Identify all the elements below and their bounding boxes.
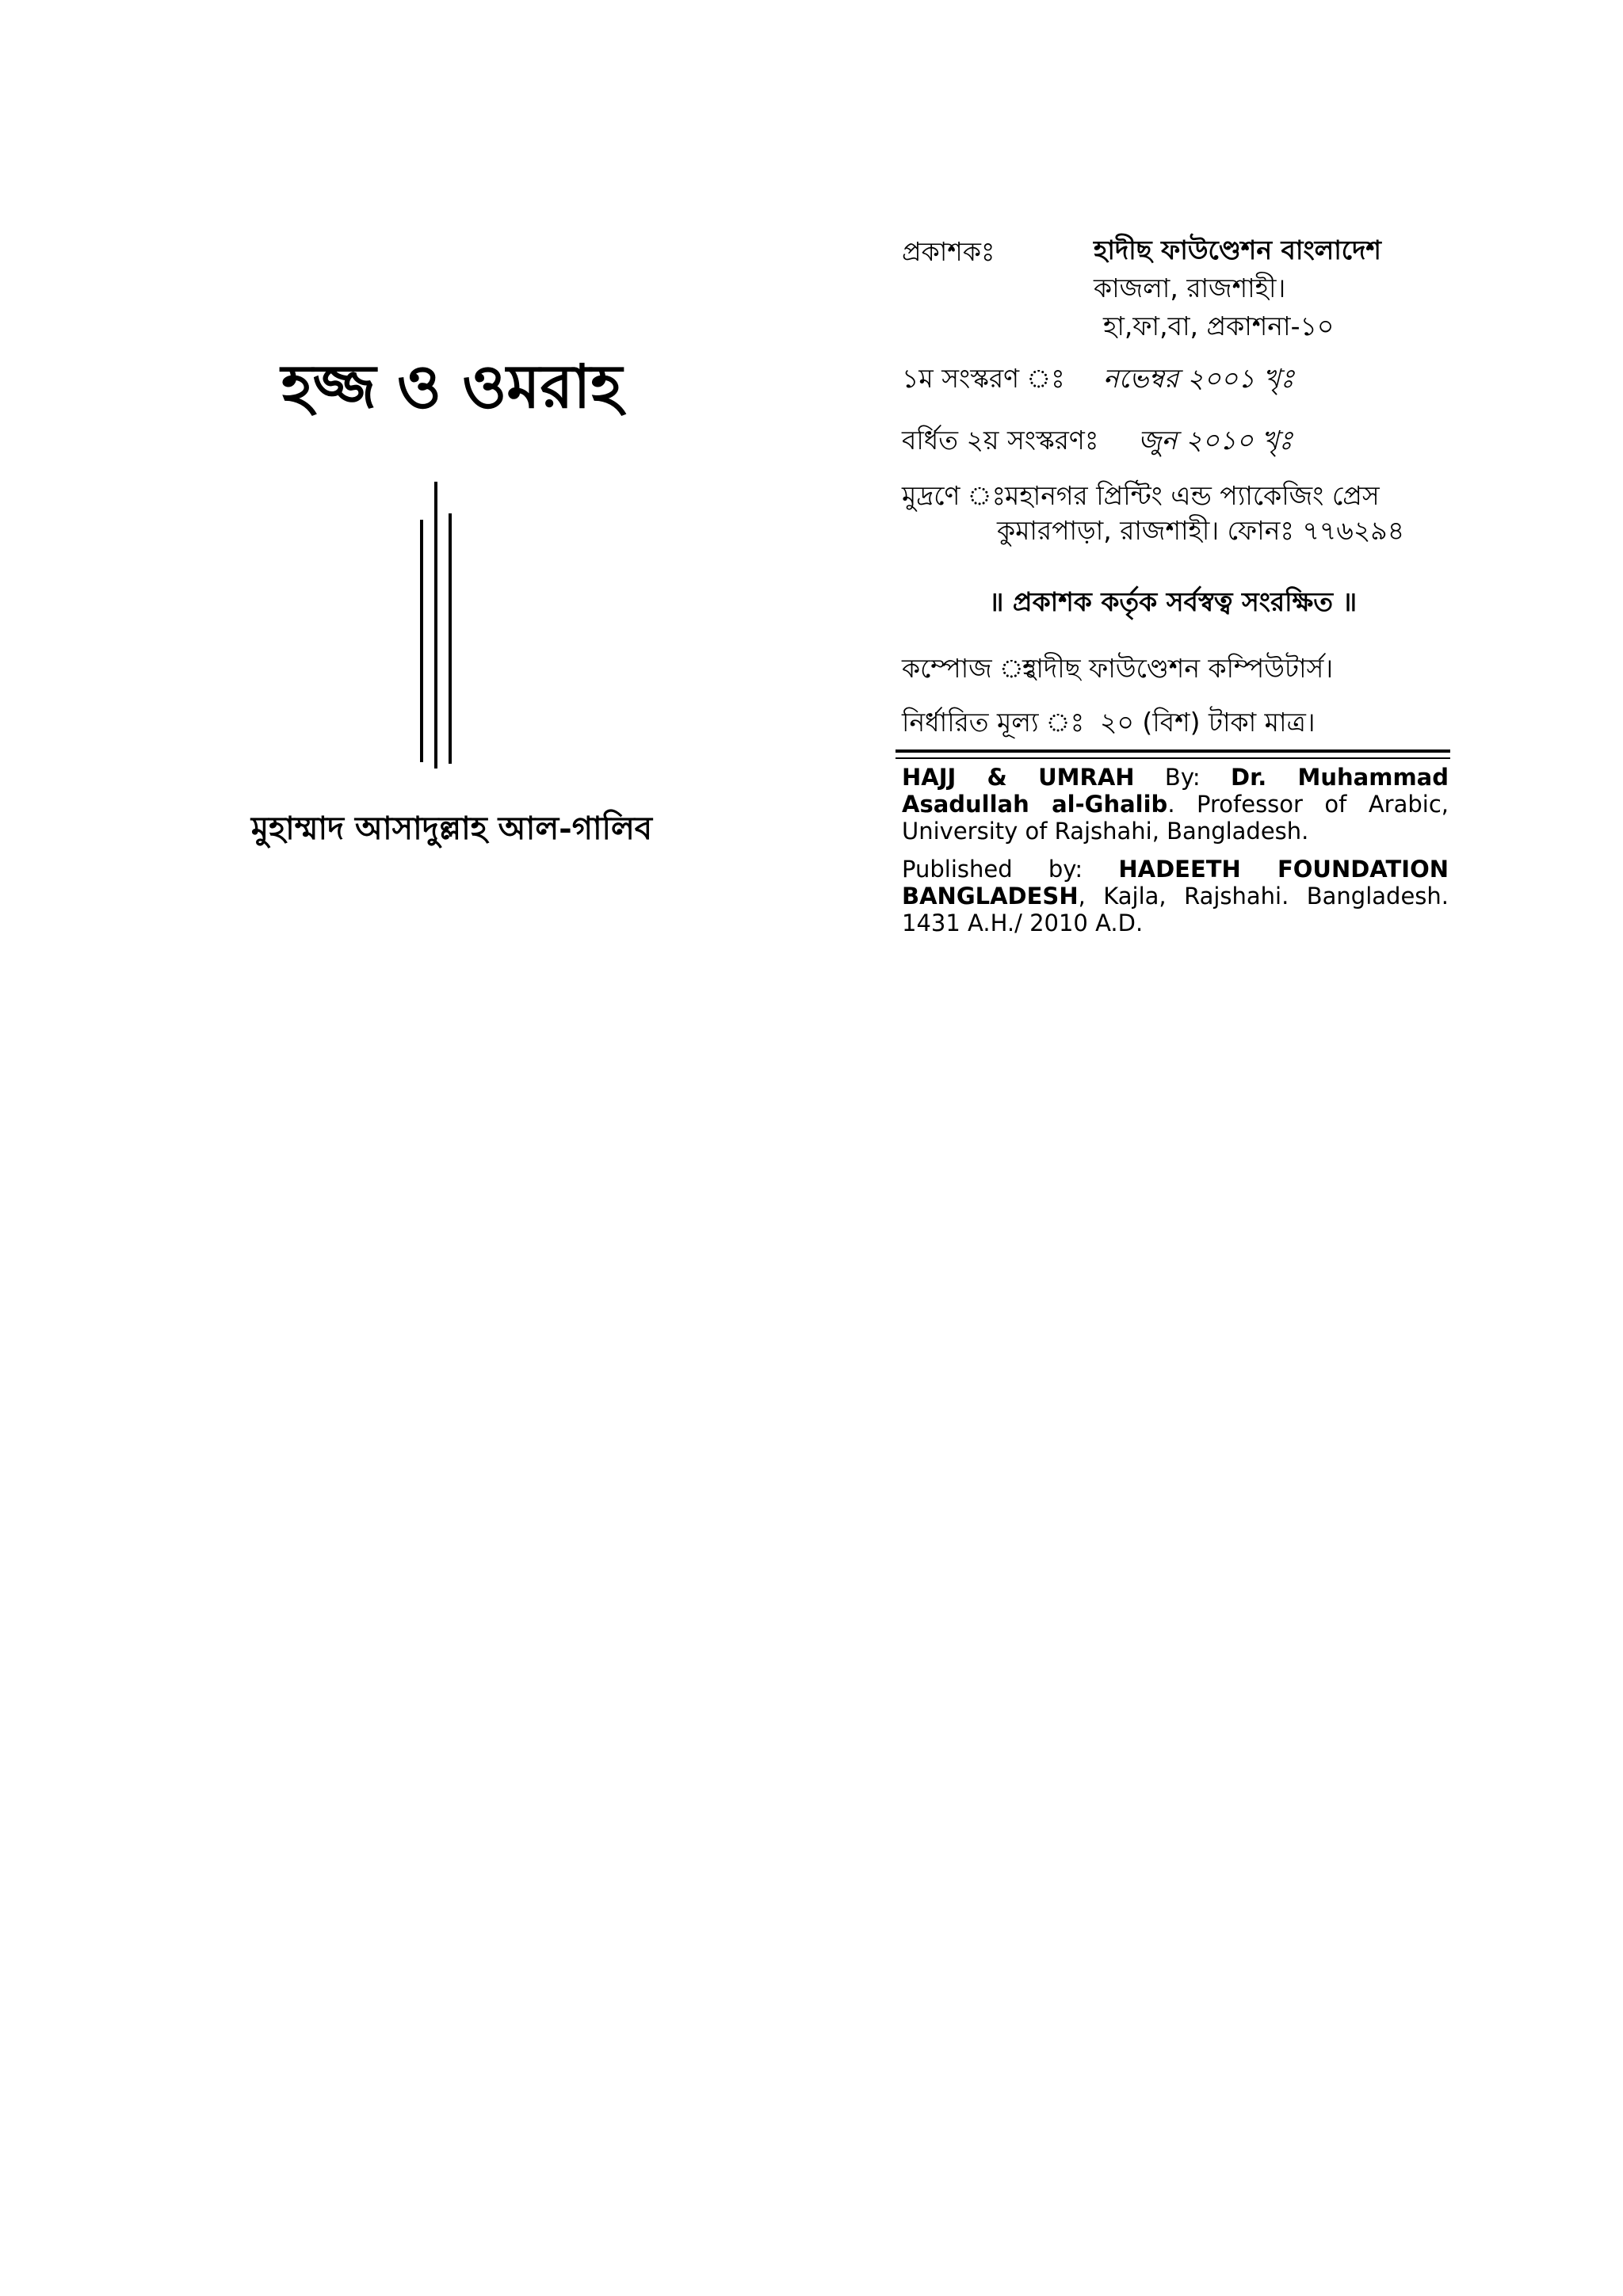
price-value: ২০ (বিশ) টাকা মাত্র। [1100,707,1316,738]
english-published-by-label: Published by: [902,856,1083,883]
vertical-line [449,513,452,764]
english-credit [902,764,1449,845]
decorative-vertical-lines [420,482,475,769]
printing-address: কুমারপাড়া, রাজশাহী। ফোনঃ ৭৭৬২৯৪ [997,515,1405,546]
second-edition-label: বর্ধিত ২য় সংস্করণঃ [902,425,1099,456]
divider-rule-thin [896,757,1450,759]
english-publisher-name: HADEETH FOUNDATION BANGLADESH [902,856,1449,910]
english-title: HAJJ & UMRAH [902,764,1135,791]
vertical-line [420,520,423,762]
divider-rule-thick [896,749,1450,753]
copyright-notice: ॥ প্রকাশক কর্তৃক সর্বস্বত্ব সংরক্ষিত ॥ [988,586,1358,617]
english-publisher [902,856,1449,936]
english-publisher-place: , Kajla, Rajshahi. Bangladesh. [1078,883,1449,910]
publisher-address: কাজলা, রাজশাহী। [1094,273,1286,303]
english-date: 1431 A.H./ 2010 A.D. [902,910,1144,936]
vertical-line [434,482,437,769]
english-by-label: By: [1164,764,1201,791]
second-edition-date: জুন ২০১০ খৃঃ [1138,425,1293,456]
first-edition-date: নভেম্বর ২০০১ খৃঃ [1103,363,1295,394]
publication-number: হা,ফা,বা, প্রকাশনা-১০ [1103,311,1335,341]
first-edition-label: ১ম সংস্করণ ঃ [902,363,1065,394]
compose-value: হাদীছ ফাউণ্ডেশন কম্পিউটার্স। [1022,653,1334,684]
english-author-description: . Professor of Arabic, University of Rajshahi, Bangladesh. [902,791,1449,845]
author-name: মুহাম্মাদ আসাদুল্লাহ আল-গালিব [250,810,653,847]
price-label: নির্ধারিত মূল্য ঃ [902,707,1085,738]
publisher-name: হাদীছ ফাউণ্ডেশন বাংলাদেশ [1094,235,1381,265]
book-title: হজ্জ ও ওমরাহ [281,351,623,421]
english-author: Dr. Muhammad Asadullah al-Ghalib [902,764,1449,818]
printing-label: মুদ্রণে ঃ [902,480,1006,511]
compose-label: কম্পোজ ঃ [902,653,1038,684]
publisher-label: প্রকাশকঃ [902,236,995,267]
printing-press: মহানগর প্রিন্টিং এন্ড প্যাকেজিং প্রেস [1005,480,1380,511]
